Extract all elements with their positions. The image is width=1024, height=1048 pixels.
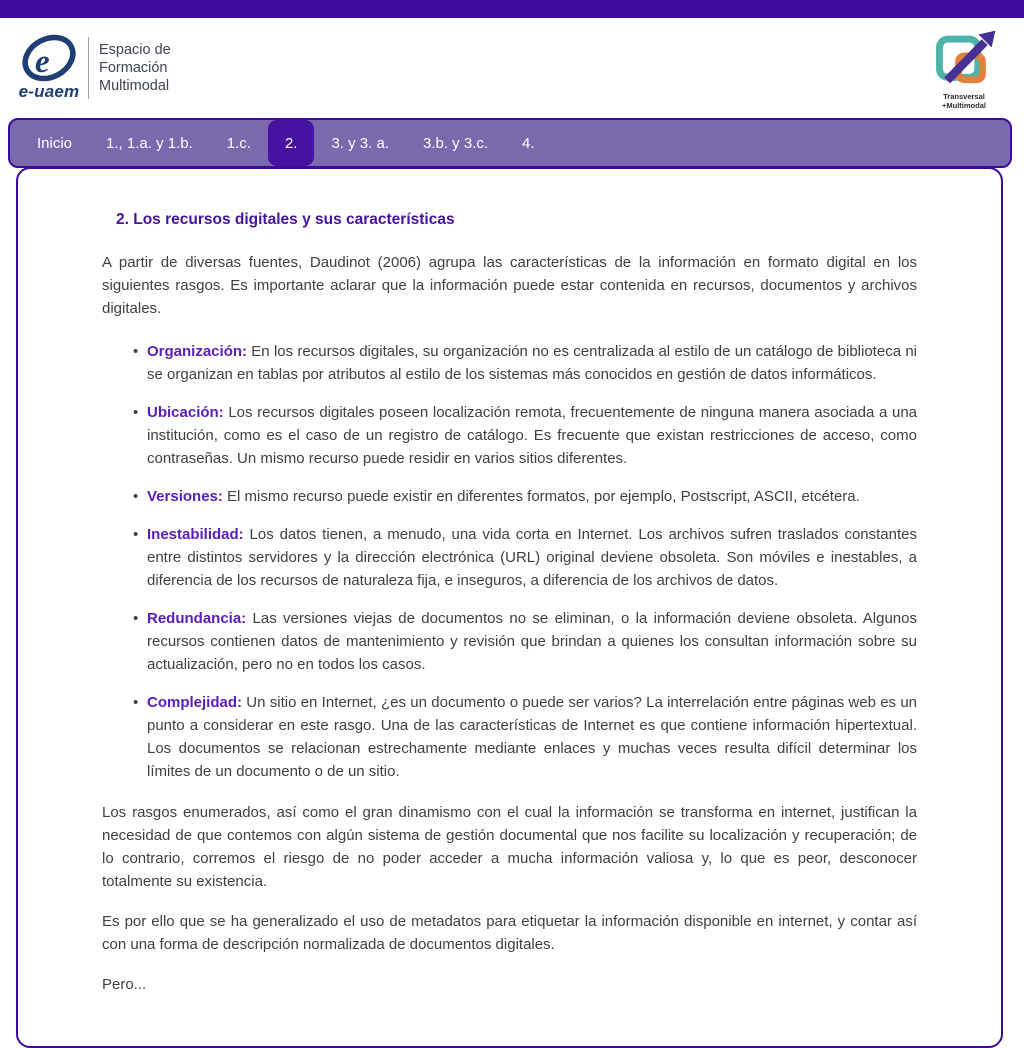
euaem-brand	[16, 34, 171, 102]
trait-term: Redundancia:	[147, 610, 247, 627]
list-item-organizacion	[133, 340, 917, 386]
trait-text: Los recursos digitales poseen localización remota, frecuentemente de ninguna manera asociada a una institución, como es el caso de un registro de catálogo. Es frecuente que existan restricciones de acceso, como contraseñas. Un mismo recurso puede residir en varios sitios diferentes.	[147, 404, 917, 467]
trait-term: Complejidad:	[147, 694, 243, 711]
trait-text: Un sitio en Internet, ¿es un documento o puede ser varios? La interrelación entre páginas web es un punto a considerar en este rasgo. Una de las características de Internet es que contiene información hipertextual. Los documentos se relacionan estrechamente mediante enlaces y muchas veces resulta difícil determinar los límites de un documento o de un sitio.	[147, 694, 917, 780]
trait-text: El mismo recurso puede existir en diferentes formatos, por ejemplo, Postscript, ASCII, etcétera.	[222, 488, 860, 505]
trait-text: En los recursos digitales, su organización no es centralizada al estilo de un catálogo de biblioteca ni se organizan en tablas por atributos al estilo de los sistemas más conocidos en gestión de datos informáticos.	[147, 343, 917, 383]
intro-paragraph: A partir de diversas fuentes, Daudinot (2006) agrupa las características de la información en formato digital en los siguientes rasgos. Es importante aclarar que la información puede estar contenida en recursos, documentos y archivos digitales.	[102, 254, 917, 317]
list-item-redundancia	[133, 607, 917, 676]
closing-paragraph-1: Los rasgos enumerados, así como el gran dinamismo con el cual la información se transforma en internet, justifican la necesidad de que contemos con algún sistema de gestión documental que nos facilite su localización y recuperación; de lo contrario, corremos el riesgo de no poder acceder a mucha información valiosa y, lo que es peor, desconocer totalmente su existencia.	[102, 804, 917, 890]
brand-tagline: Espacio de Formación Multimodal	[99, 41, 171, 95]
list-item-ubicacion	[133, 401, 917, 470]
euaem-logo-icon	[16, 34, 82, 102]
list-item-versiones	[133, 485, 917, 508]
traits-list	[102, 340, 917, 783]
transversal-logo-icon	[928, 26, 1000, 92]
nav-tab-3-3a[interactable]: 3. y 3. a.	[331, 134, 389, 152]
badge-caption: Transversal +Multimodal	[942, 92, 986, 110]
trait-text: Los datos tienen, a menudo, una vida corta en Internet. Los archivos sufren traslados constantes entre distintos servidores y la dirección electrónica (URL) original deviene obsoleta. Son móviles e inestables, a diferencia de los recursos de naturaleza fija, e inseguros, a diferencia de los archivos de datos.	[147, 526, 917, 589]
top-accent-bar	[0, 0, 1024, 18]
trait-term: Inestabilidad:	[147, 526, 244, 543]
lesson-content-panel	[16, 167, 1003, 1048]
trait-term: Versiones:	[147, 488, 223, 505]
closing-paragraph-2: Es por ello que se ha generalizado el uso de metadatos para etiquetar la información disponible en internet, y contar así con una forma de descripción normalizada de documentos digitales.	[102, 913, 917, 953]
nav-tab-3b-3c[interactable]: 3.b. y 3.c.	[423, 134, 489, 152]
nav-tab-1-1a-1b[interactable]: 1., 1.a. y 1.b.	[106, 134, 193, 152]
list-item-complejidad	[133, 691, 917, 783]
page-header	[0, 18, 1024, 118]
transversal-multimodal-logo	[928, 26, 1000, 110]
header-divider	[88, 37, 89, 99]
nav-tab-4[interactable]: 4.	[522, 134, 535, 152]
nav-tab-2-active[interactable]: 2.	[268, 120, 315, 166]
trait-term: Ubicación:	[147, 404, 224, 421]
euaem-e-glyph-icon	[20, 34, 78, 86]
brand-name: e-uaem	[18, 82, 80, 101]
closing-paragraph-3: Pero...	[102, 976, 147, 993]
list-item-inestabilidad	[133, 523, 917, 592]
nav-tab-1c[interactable]: 1.c.	[226, 134, 251, 152]
trait-term: Organización:	[147, 343, 248, 360]
nav-tab-inicio[interactable]: Inicio	[37, 134, 73, 152]
svg-text:e: e	[35, 44, 50, 80]
trait-text: Las versiones viejas de documentos no se eliminan, o la información deviene obsoleta. Algunos recursos contienen datos de mantenimiento y revisión que brindan a quienes los consultan información sobre su actualización, pero no en todos los casos.	[147, 610, 917, 673]
section-title: 2. Los recursos digitales y sus características	[116, 211, 455, 228]
course-nav-bar	[8, 118, 1012, 168]
